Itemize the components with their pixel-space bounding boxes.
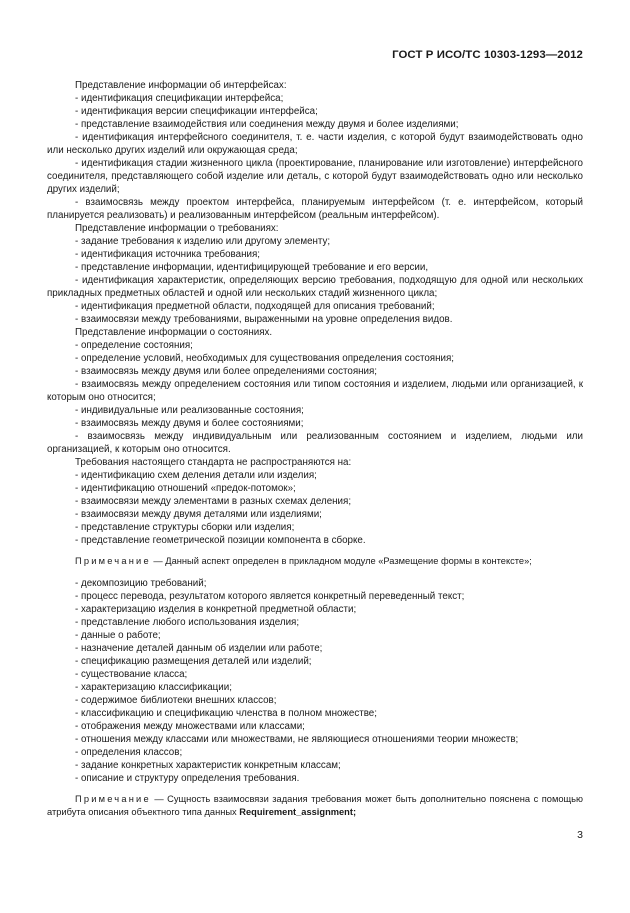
text-paragraph: - идентификация спецификации интерфейса;: [75, 93, 284, 104]
note-label: Примечание: [75, 556, 151, 566]
text-paragraph: - взаимосвязь между индивидуальным или реализованным состоянием и изделием, людьми или организацией, к которым оно относится.: [47, 431, 583, 455]
text-paragraph: Представление информации о требованиях:: [75, 223, 279, 234]
text-paragraph: - описание и структуру определения требования.: [75, 773, 300, 784]
entity-name: Requirement_assignment;: [239, 807, 357, 817]
text-paragraph: - содержимое библиотеки внешних классов;: [75, 695, 277, 706]
text-paragraph: - задание требования к изделию или другому элементу;: [75, 236, 331, 247]
text-paragraph: - спецификацию размещения деталей или изделий;: [75, 656, 312, 667]
text-paragraph: - представление любого использования изделия;: [75, 617, 300, 628]
text-paragraph: - взаимосвязь между двумя или более определениями состояния;: [75, 366, 378, 377]
text-paragraph: - идентификацию схем деления детали или изделия;: [75, 470, 317, 481]
text-paragraph: - определение условий, необходимых для существования определения состояния;: [75, 353, 455, 364]
text-paragraph: - определения классов;: [75, 747, 183, 758]
text-paragraph: - процесс перевода, результатом которого является конкретный переведенный текст;: [75, 591, 465, 602]
text-paragraph: - характеризацию изделия в конкретной предметной области;: [75, 604, 357, 615]
page-number: 3: [577, 829, 583, 841]
text-paragraph: - идентификацию отношений «предок-потомок»;: [75, 483, 296, 494]
text-paragraph: - взаимосвязи между требованиями, выраженными на уровне определения видов.: [75, 314, 453, 325]
text-paragraph: - задание конкретных характеристик конкретным классам;: [75, 760, 341, 771]
text-paragraph: Требования настоящего стандарта не распространяются на:: [75, 457, 352, 468]
standard-header: ГОСТ Р ИСО/ТС 10303-1293—2012: [392, 49, 583, 61]
page-content: [47, 79, 583, 828]
text-paragraph: - взаимосвязь между двумя и более состояниями;: [75, 418, 304, 429]
text-paragraph: - взаимосвязи между элементами в разных схемах деления;: [75, 496, 352, 507]
text-paragraph: - представление информации, идентифицирующей требование и его версии,: [75, 262, 429, 273]
text-paragraph: - характеризацию классификации;: [75, 682, 232, 693]
text-paragraph: - существование класса;: [75, 669, 188, 680]
text-paragraph: - отображения между множествами или классами;: [75, 721, 305, 732]
text-paragraph: - взаимосвязь между определением состояния или типом состояния и изделием, людьми или организацией, к которым оно относится;: [47, 379, 583, 403]
text-paragraph: Представление информации о состояниях.: [75, 327, 273, 338]
text-paragraph: - определение состояния;: [75, 340, 193, 351]
note-text: — Сущность взаимосвязи задания требования может быть дополнительно пояснена с помощью атрибута описания объектного типа данных: [47, 794, 583, 817]
text-paragraph: - декомпозицию требований;: [75, 578, 207, 589]
note-text: — Данный аспект определен в прикладном модуле «Размещение формы в контексте»;: [150, 556, 532, 566]
text-paragraph: - представление взаимодействия или соединения между двумя и более изделиями;: [75, 119, 459, 130]
text-paragraph: - идентификация стадии жизненного цикла (проектирование, планирование или изготовление) интерфейсного соединителя, представляющего собой изделие или деталь, с которой будут взаимодействовать одно или несколько других изделий;: [47, 158, 583, 195]
text-paragraph: - взаимосвязи между двумя деталями или изделиями;: [75, 509, 322, 520]
text-paragraph: - индивидуальные или реализованные состояния;: [75, 405, 304, 416]
text-paragraph: - идентификация предметной области, подходящей для описания требований;: [75, 301, 435, 312]
note-1: [47, 555, 583, 568]
text-paragraph: - представление геометрической позиции компонента в сборке.: [75, 535, 366, 546]
text-paragraph: - классификацию и спецификацию членства в полном множестве;: [75, 708, 377, 719]
text-paragraph: - взаимосвязь между проектом интерфейса, планируемым интерфейсом (т. е. интерфейсом, который планируется реализовать) и реализованным интерфейсом (реальным интерфейсом).: [47, 197, 583, 221]
text-paragraph: - данные о работе;: [75, 630, 161, 641]
text-paragraph: - идентификация источника требования;: [75, 249, 261, 260]
paragraph-block-1: [47, 79, 583, 547]
paragraph-block-2: [47, 577, 583, 785]
text-paragraph: - представление структуры сборки или изделия;: [75, 522, 295, 533]
text-paragraph: - отношения между классами или множествами, не являющиеся отношениями теории множеств;: [75, 734, 519, 745]
text-paragraph: Представление информации об интерфейсах:: [75, 80, 287, 91]
note-label: Примечание: [75, 794, 151, 804]
text-paragraph: - идентификация интерфейсного соединителя, т. е. части изделия, с которой будут взаимодействовать одно или несколько других изделий или окружающая среда;: [47, 132, 583, 156]
text-paragraph: - назначение деталей данным об изделии или работе;: [75, 643, 323, 654]
text-paragraph: - идентификация версии спецификации интерфейса;: [75, 106, 318, 117]
text-paragraph: - идентификация характеристик, определяющих версию требования, подходящую для одной или нескольких прикладных предметных областей и одной или нескольких стадий жизненного цикла;: [47, 275, 583, 299]
note-2: [47, 793, 583, 819]
